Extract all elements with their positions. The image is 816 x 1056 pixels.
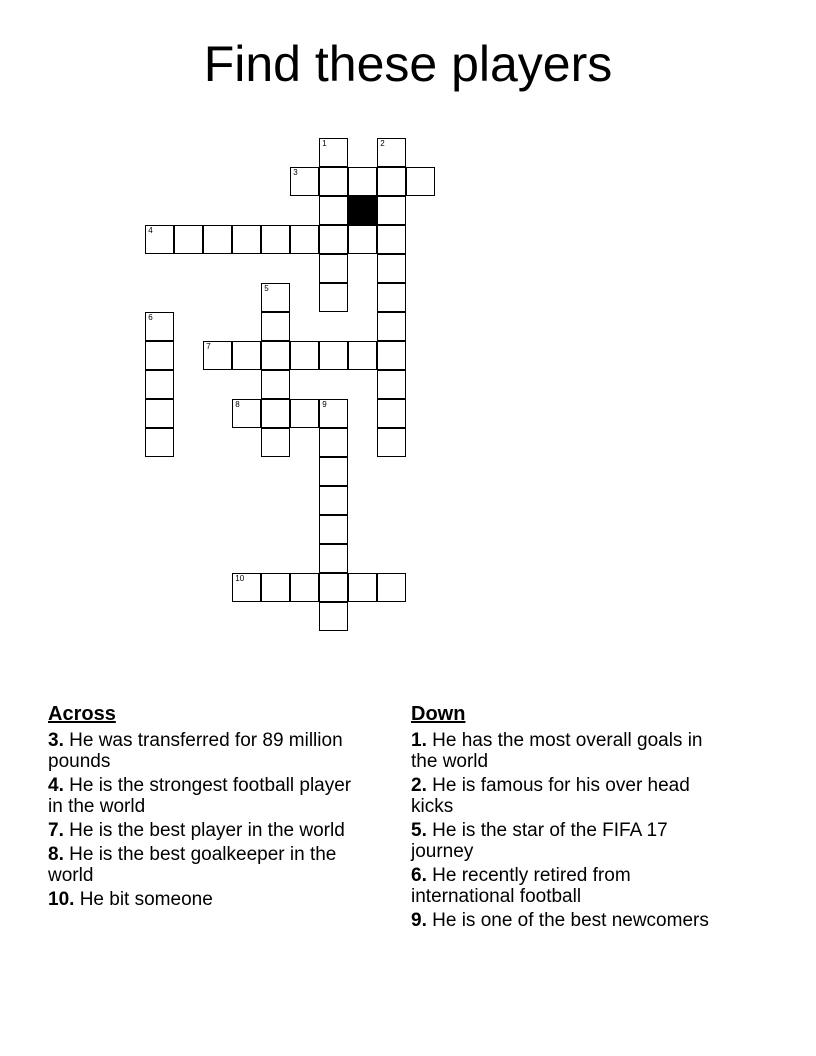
- grid-cell[interactable]: [377, 573, 406, 602]
- clue-num: 10.: [48, 889, 75, 910]
- clue-num: 8.: [48, 844, 64, 865]
- clue-num: 1.: [411, 730, 427, 751]
- clue-number: 3: [293, 168, 298, 178]
- clue-number: 7: [206, 342, 211, 352]
- clue-num: 7.: [48, 820, 64, 841]
- grid-cell[interactable]: [319, 254, 348, 283]
- clue-number: 1: [322, 139, 327, 149]
- grid-cell[interactable]: [290, 573, 319, 602]
- grid-cell[interactable]: [319, 515, 348, 544]
- grid-cell[interactable]: [319, 138, 348, 167]
- grid-cell[interactable]: [319, 544, 348, 573]
- across-clue-list: [48, 730, 358, 910]
- clue-number: 8: [235, 400, 240, 410]
- down-clue: [411, 865, 721, 907]
- clue-number: 5: [264, 284, 269, 294]
- clue-num: 6.: [411, 865, 427, 886]
- grid-cell[interactable]: [319, 399, 348, 428]
- grid-cell[interactable]: [348, 573, 377, 602]
- grid-cell[interactable]: [261, 399, 290, 428]
- grid-cell[interactable]: [377, 138, 406, 167]
- grid-cell[interactable]: [261, 428, 290, 457]
- grid-cell[interactable]: [203, 225, 232, 254]
- clue-text: He is the star of the FIFA 17 journey: [411, 820, 668, 862]
- across-clue: [48, 730, 358, 772]
- grid-cell[interactable]: [377, 341, 406, 370]
- grid-cell[interactable]: [319, 341, 348, 370]
- down-clue-list: [411, 730, 721, 931]
- grid-cell[interactable]: [406, 167, 435, 196]
- down-clue: [411, 775, 721, 817]
- grid-cell[interactable]: [377, 167, 406, 196]
- grid-cell[interactable]: [377, 254, 406, 283]
- grid-cell[interactable]: [319, 225, 348, 254]
- grid-cell[interactable]: [290, 341, 319, 370]
- grid-cell[interactable]: [232, 225, 261, 254]
- grid-cell[interactable]: [319, 167, 348, 196]
- grid-cell[interactable]: [232, 341, 261, 370]
- clue-text: He is the strongest football player in the world: [48, 775, 352, 817]
- grid-cell[interactable]: [261, 573, 290, 602]
- grid-cell[interactable]: [348, 341, 377, 370]
- grid-cell[interactable]: [319, 457, 348, 486]
- black-cell: [348, 196, 377, 225]
- clue-text: He was transferred for 89 million pounds: [48, 730, 343, 772]
- grid-cell[interactable]: [145, 399, 174, 428]
- grid-cell[interactable]: [377, 399, 406, 428]
- grid-cell[interactable]: [261, 283, 290, 312]
- clue-num: 5.: [411, 820, 427, 841]
- grid-cell[interactable]: [377, 370, 406, 399]
- grid-cell[interactable]: [232, 573, 261, 602]
- down-clues: [411, 702, 721, 934]
- down-clue: [411, 910, 721, 931]
- grid-cell[interactable]: [232, 399, 261, 428]
- page-title: Find these players: [203, 36, 613, 92]
- down-clue: [411, 820, 721, 862]
- across-heading: Across: [48, 703, 116, 725]
- down-heading: Down: [411, 703, 466, 725]
- clue-number: 2: [380, 139, 385, 149]
- clue-num: 9.: [411, 910, 427, 931]
- grid-cell[interactable]: [377, 225, 406, 254]
- grid-cell[interactable]: [319, 602, 348, 631]
- grid-cell[interactable]: [348, 225, 377, 254]
- grid-cell[interactable]: [261, 312, 290, 341]
- clue-text: He bit someone: [74, 889, 213, 910]
- grid-cell[interactable]: [261, 341, 290, 370]
- grid-cell[interactable]: [145, 312, 174, 341]
- across-clue: [48, 820, 358, 841]
- clue-number: 10: [235, 574, 245, 584]
- clue-text: He is the best player in the world: [63, 820, 345, 841]
- grid-cell[interactable]: [261, 370, 290, 399]
- grid-cell[interactable]: [145, 225, 174, 254]
- grid-cell[interactable]: [348, 167, 377, 196]
- grid-cell[interactable]: [377, 312, 406, 341]
- grid-cell[interactable]: [377, 428, 406, 457]
- grid-cell[interactable]: [319, 283, 348, 312]
- grid-cell[interactable]: [377, 283, 406, 312]
- grid-cell[interactable]: [290, 399, 319, 428]
- clue-number: 4: [148, 226, 153, 236]
- clue-text: He recently retired from international football: [411, 865, 631, 907]
- clue-text: He is famous for his over head kicks: [411, 775, 690, 817]
- clue-num: 3.: [48, 730, 64, 751]
- grid-cell[interactable]: [261, 225, 290, 254]
- grid-cell[interactable]: [145, 370, 174, 399]
- down-clue: [411, 730, 721, 772]
- clue-text: He is the best goalkeeper in the world: [48, 844, 337, 886]
- grid-cell[interactable]: [377, 196, 406, 225]
- clue-number: 6: [148, 313, 153, 323]
- grid-cell[interactable]: [319, 428, 348, 457]
- grid-cell[interactable]: [290, 167, 319, 196]
- grid-cell[interactable]: [174, 225, 203, 254]
- grid-cell[interactable]: [145, 341, 174, 370]
- across-clue: [48, 889, 358, 910]
- clue-number: 9: [322, 400, 327, 410]
- grid-cell[interactable]: [319, 486, 348, 515]
- grid-cell[interactable]: [290, 225, 319, 254]
- clue-text: He is one of the best newcomers: [426, 910, 709, 931]
- grid-cell[interactable]: [145, 428, 174, 457]
- across-clues: [48, 702, 358, 913]
- across-clue: [48, 844, 358, 886]
- clue-num: 2.: [411, 775, 427, 796]
- grid-cell[interactable]: [319, 573, 348, 602]
- across-clue: [48, 775, 358, 817]
- grid-cell[interactable]: [319, 196, 348, 225]
- clue-num: 4.: [48, 775, 64, 796]
- grid-cell[interactable]: [203, 341, 232, 370]
- clue-text: He has the most overall goals in the world: [411, 730, 703, 772]
